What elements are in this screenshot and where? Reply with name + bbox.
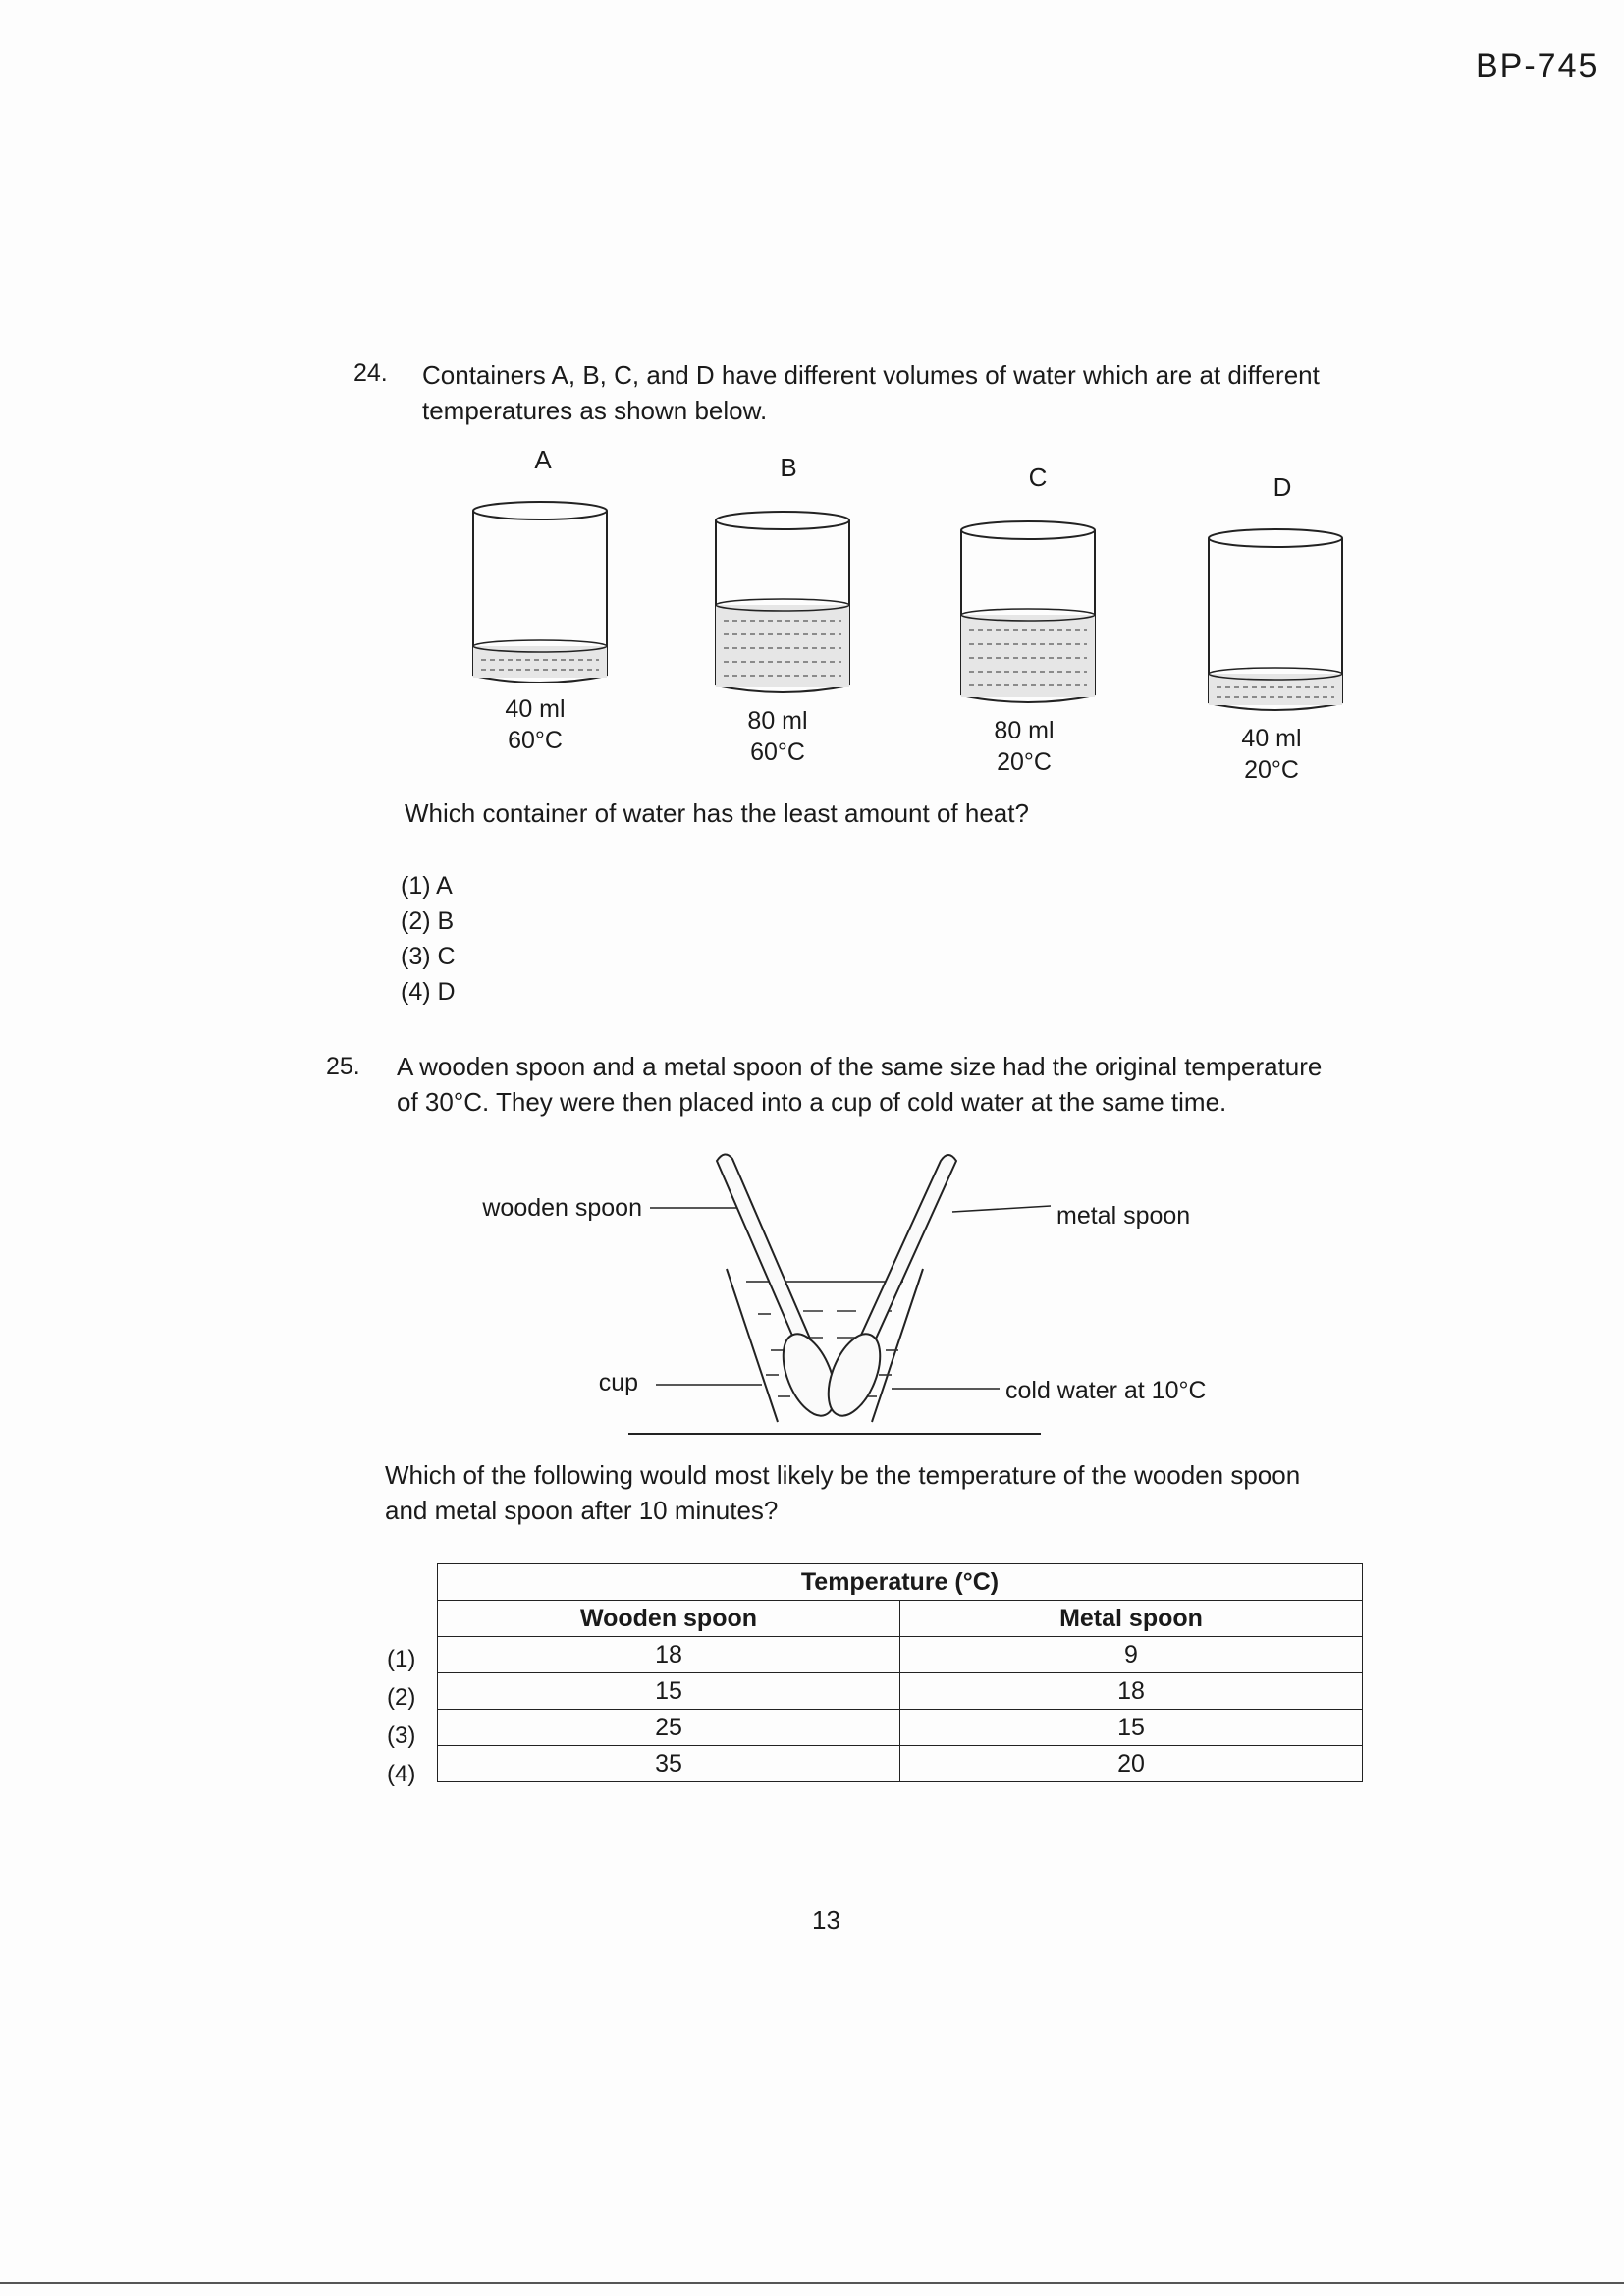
cup-label: cup (598, 1369, 638, 1396)
table-col-metal-spoon: Metal spoon (900, 1601, 1363, 1637)
page-number: 13 (812, 1905, 840, 1935)
table-row (438, 1710, 1363, 1746)
question-25-text (397, 1049, 1322, 1120)
bottom-rule (0, 2282, 1624, 2284)
container-c (961, 463, 1095, 776)
question-24-line-2: temperatures as shown below. (422, 396, 768, 425)
question-25-option-label-1[interactable]: (1) (387, 1646, 416, 1672)
question-25-prompt-line-2: and metal spoon after 10 minutes? (385, 1496, 779, 1525)
wooden-spoon-label: wooden spoon (482, 1194, 642, 1222)
container-d-label: D (1272, 472, 1292, 502)
container-c-temp: 20°C (997, 748, 1052, 776)
question-25-prompt (385, 1457, 1300, 1528)
question-25-option-label-3[interactable]: (3) (387, 1722, 416, 1749)
table-cell-wooden: 18 (438, 1637, 900, 1673)
question-25-number: 25. (326, 1053, 360, 1080)
table-row (438, 1746, 1363, 1782)
table-cell-wooden: 35 (438, 1746, 900, 1782)
container-b-temp: 60°C (750, 738, 805, 766)
container-d-temp: 20°C (1244, 756, 1299, 784)
container-b (716, 453, 849, 766)
question-25-prompt-line-1: Which of the following would most likely be the temperature of the wooden spoon (385, 1460, 1301, 1490)
wooden-spoon (717, 1154, 845, 1423)
container-a-temp: 60°C (508, 727, 563, 754)
container-c-label: C (1028, 463, 1048, 492)
table-cell-wooden: 15 (438, 1673, 900, 1710)
question-24-text (422, 357, 1320, 428)
container-b-volume: 80 ml (747, 707, 808, 735)
container-d-volume: 40 ml (1241, 725, 1302, 752)
question-24-option-4[interactable]: (4) D (401, 978, 456, 1006)
table-cell-metal: 9 (900, 1637, 1363, 1673)
question-24-option-3[interactable]: (3) C (401, 943, 456, 970)
temperature-table-wrap (380, 1563, 1363, 1782)
table-header-temperature: Temperature (°C) (438, 1564, 1363, 1601)
question-24-option-1[interactable]: (1) A (401, 872, 453, 900)
question-24-number: 24. (353, 359, 388, 387)
question-25-option-label-2[interactable]: (2) (387, 1684, 416, 1711)
table-cell-metal: 15 (900, 1710, 1363, 1746)
container-d (1209, 472, 1342, 784)
question-24-line-1: Containers A, B, C, and D have different volumes of water which are at different (422, 360, 1320, 390)
table-cell-metal: 18 (900, 1673, 1363, 1710)
container-a-volume: 40 ml (505, 695, 566, 723)
document-code: BP-745 (1476, 47, 1599, 84)
question-25-line-2: of 30°C. They were then placed into a cup of cold water at the same time. (397, 1087, 1227, 1117)
spoons-diagram (432, 1149, 1316, 1444)
question-24-options (401, 868, 456, 1010)
table-row (438, 1673, 1363, 1710)
container-c-volume: 80 ml (994, 717, 1055, 744)
temperature-table (437, 1563, 1363, 1782)
metal-spoon (818, 1155, 956, 1423)
cup-left-wall (727, 1269, 778, 1422)
cold-water-label: cold water at 10°C (1005, 1377, 1207, 1404)
container-b-label: B (780, 453, 797, 482)
question-24-option-2[interactable]: (2) B (401, 907, 455, 935)
metal-spoon-label: metal spoon (1056, 1202, 1191, 1230)
question-25-option-label-4[interactable]: (4) (387, 1761, 416, 1787)
table-col-wooden-spoon: Wooden spoon (438, 1601, 900, 1637)
table-row (438, 1637, 1363, 1673)
question-24-prompt: Which container of water has the least amount of heat? (405, 798, 1029, 828)
table-cell-wooden: 25 (438, 1710, 900, 1746)
table-cell-metal: 20 (900, 1746, 1363, 1782)
question-25-line-1: A wooden spoon and a metal spoon of the same size had the original temperature (397, 1052, 1323, 1081)
container-a (473, 445, 607, 754)
container-a-label: A (534, 445, 552, 474)
containers-diagram (432, 432, 1375, 795)
